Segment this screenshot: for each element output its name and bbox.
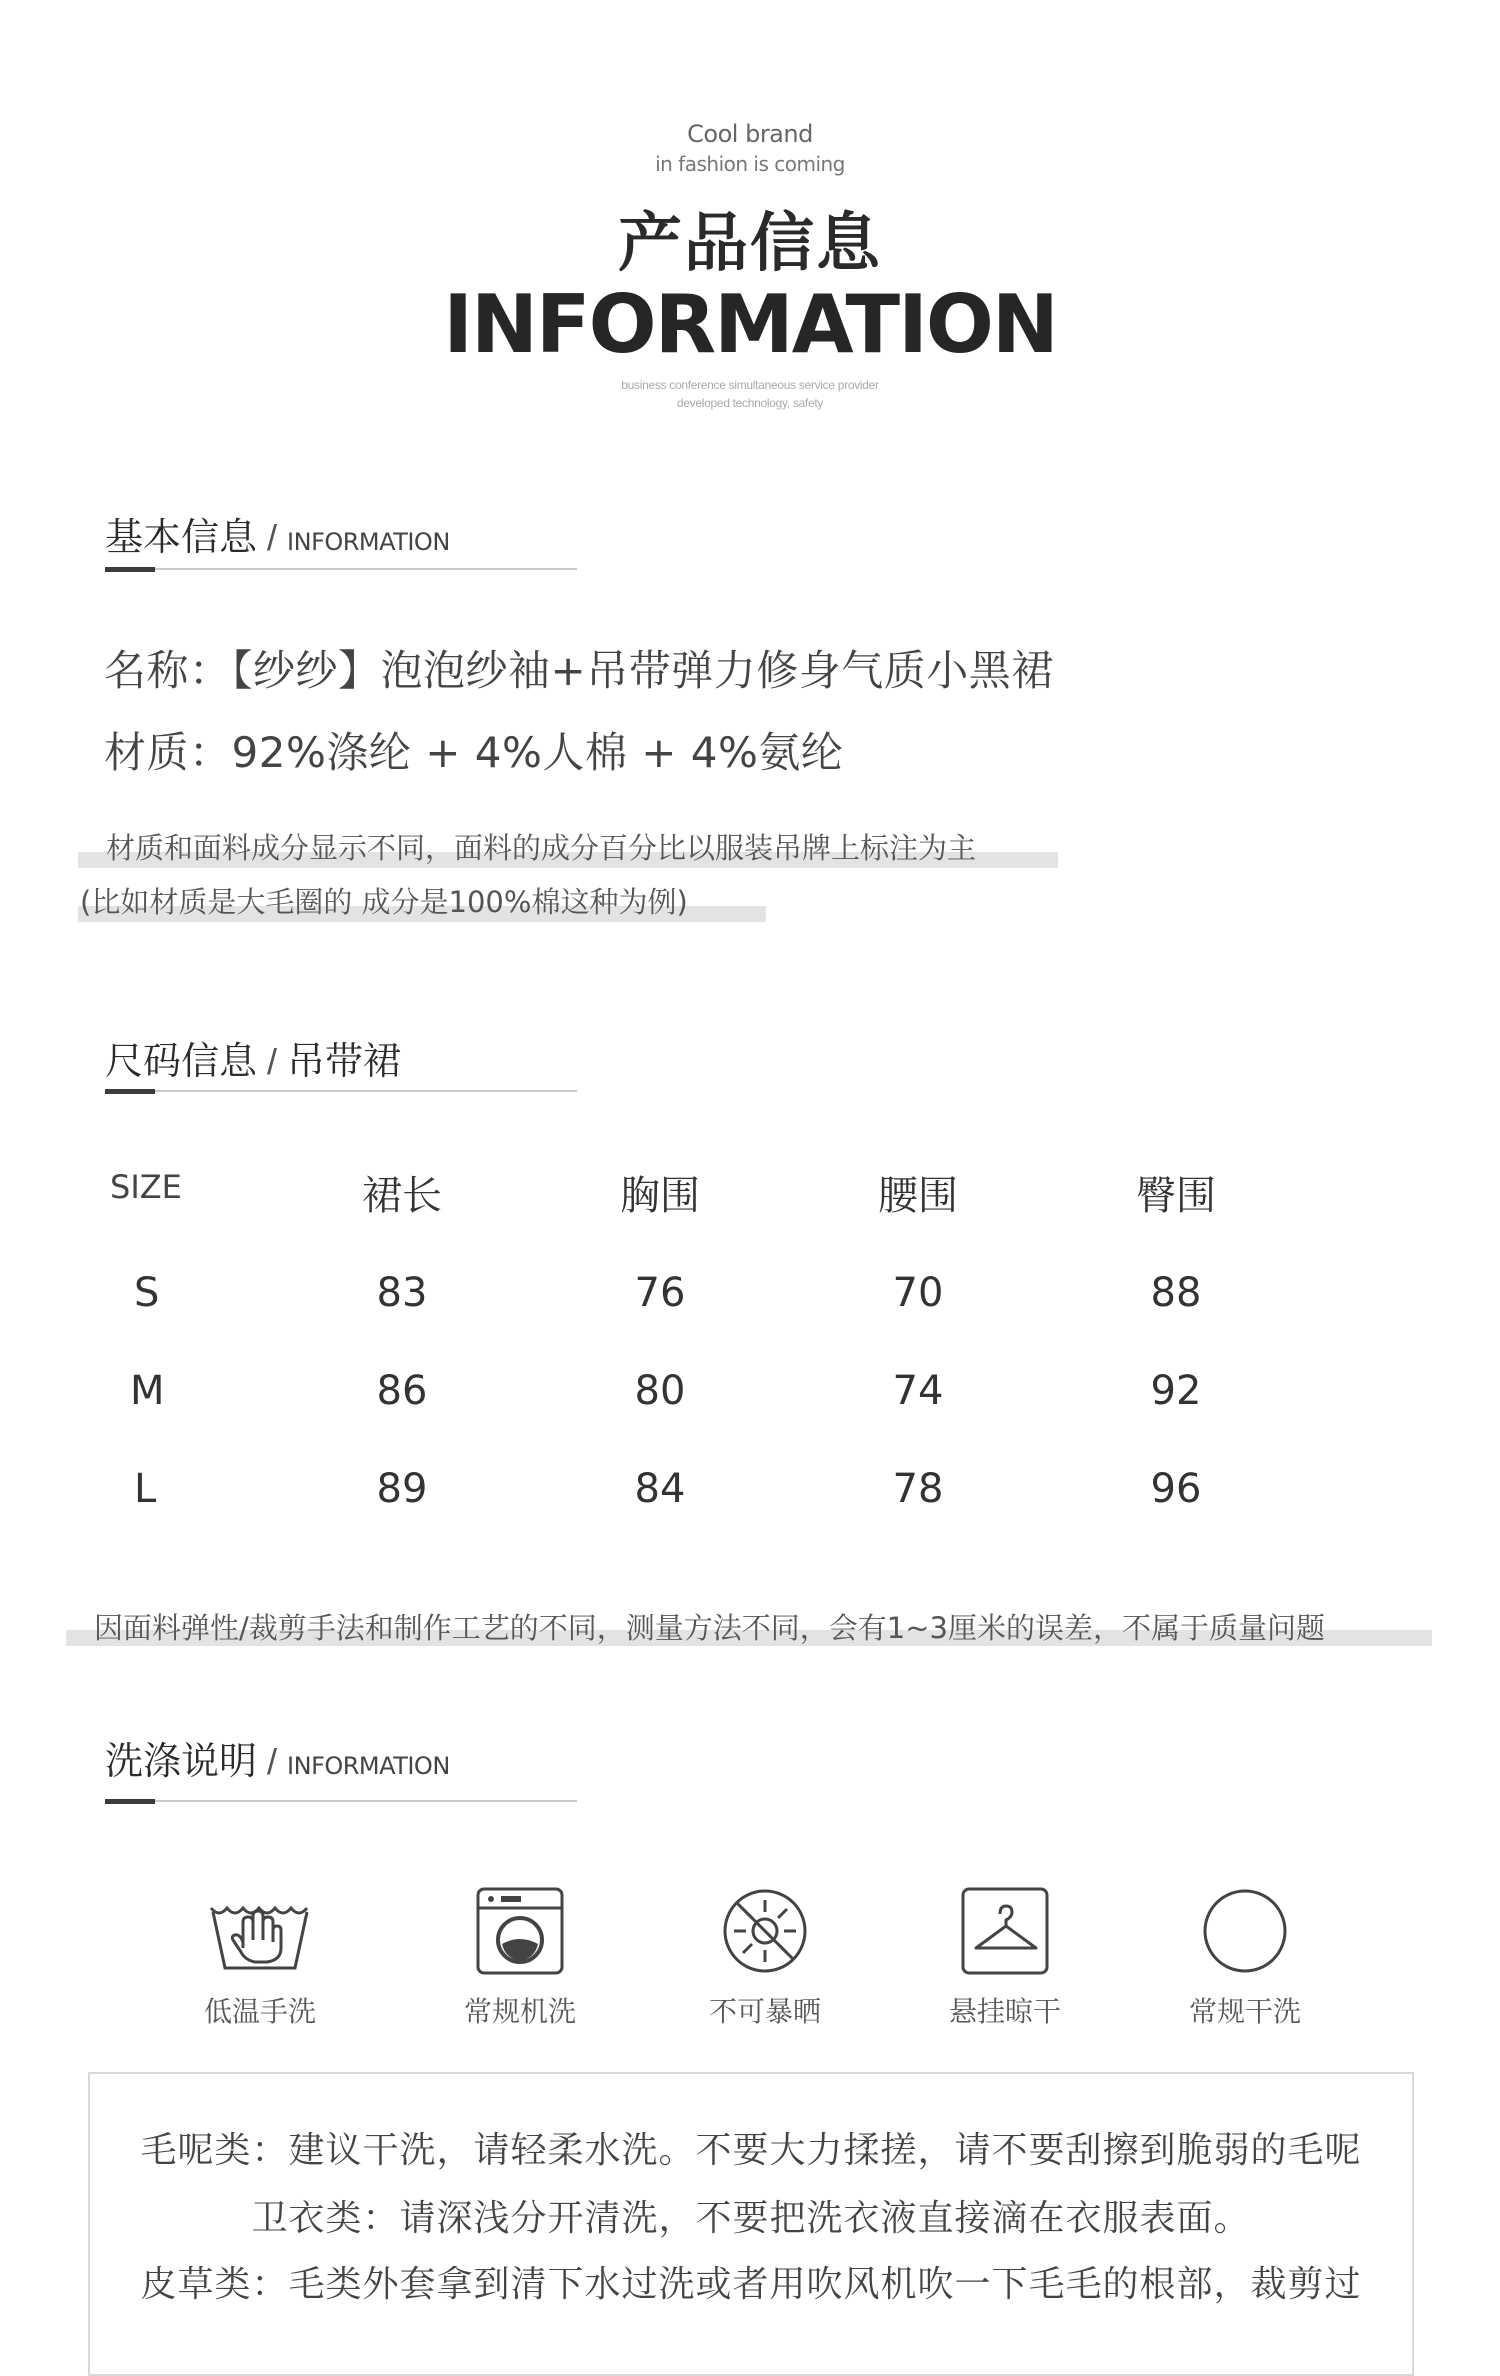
basic-info-divider [105, 568, 577, 570]
heading-slash: / [267, 1741, 278, 1782]
care-item-hand-wash [160, 1886, 360, 2030]
table-cell-bust: 76 [634, 1270, 686, 1316]
table-cell-length: 86 [376, 1368, 428, 1414]
care-line-wool: 毛呢类：建议干洗，请轻柔水洗。不要大力揉搓，请不要刮擦到脆弱的毛呢 [140, 2130, 1362, 2171]
care-line-hoodie: 卫衣类：请深浅分开清洗，不要把洗衣液直接滴在衣服表面。 [251, 2198, 1251, 2239]
table-cell-waist: 78 [892, 1466, 944, 1512]
column-header-bust: 胸围 [620, 1173, 700, 1219]
wash-info-heading [105, 1730, 450, 1790]
product-material: 材质：92%涤纶 + 4%人棉 + 4%氨纶 [104, 728, 844, 777]
table-cell-length: 89 [376, 1466, 428, 1512]
table-cell-hip: 96 [1150, 1466, 1202, 1512]
machine-wash-icon [465, 1886, 575, 1976]
hang-dry-icon [950, 1886, 1060, 1976]
basic-info-divider-mark [105, 567, 155, 572]
basic-info-heading-en: INFORMATION [287, 528, 450, 556]
size-info-divider [105, 1090, 577, 1092]
brand-line-1: Cool brand [687, 120, 813, 148]
table-cell-length: 83 [376, 1270, 428, 1316]
care-item-no-sun [665, 1886, 865, 2030]
size-info-heading [105, 1030, 401, 1090]
heading-slash: / [267, 517, 278, 558]
table-cell-waist: 74 [892, 1368, 944, 1414]
table-cell-size: M [130, 1368, 165, 1414]
care-line-fur: 皮草类：毛类外套拿到清下水过洗或者用吹风机吹一下毛毛的根部，裁剪过 [140, 2264, 1362, 2305]
size-info-divider-mark [105, 1089, 155, 1094]
table-cell-bust: 80 [634, 1368, 686, 1414]
care-label-hang-dry: 悬挂晾干 [948, 1995, 1061, 2028]
table-cell-hip: 88 [1150, 1270, 1202, 1316]
brand-line-2: in fashion is coming [655, 152, 845, 176]
care-item-hang-dry [905, 1886, 1105, 2030]
wash-info-divider [105, 1800, 577, 1802]
product-name: 名称：【纱纱】泡泡纱袖+吊带弹力修身气质小黑裙 [104, 646, 1054, 695]
table-cell-size: L [134, 1466, 157, 1512]
table-cell-waist: 70 [892, 1270, 944, 1316]
size-tolerance-note: 因面料弹性/裁剪手法和制作工艺的不同，测量方法不同，会有1~3厘米的误差，不属于质量问题 [94, 1611, 1325, 1645]
care-item-machine-wash [420, 1886, 620, 2030]
column-header-hip: 臀围 [1136, 1173, 1216, 1219]
tagline-2: developed technology, safety [676, 396, 824, 410]
column-header-waist: 腰围 [878, 1173, 958, 1219]
no-sun-dry-icon [710, 1886, 820, 1976]
column-header-size: SIZE [110, 1168, 182, 1206]
tagline-1: business conference simultaneous service provider [621, 378, 879, 392]
heading-slash: / [267, 1041, 278, 1082]
dry-clean-icon [1190, 1886, 1300, 1976]
size-info-heading-sub: 吊带裙 [287, 1039, 402, 1083]
size-info-heading-cn: 尺码信息 [105, 1039, 258, 1083]
table-cell-hip: 92 [1150, 1368, 1202, 1414]
care-label-hand-wash: 低温手洗 [203, 1995, 316, 2028]
column-header-length: 裙长 [362, 1173, 442, 1219]
care-label-dry-clean: 常规干洗 [1188, 1995, 1301, 2028]
wash-info-heading-en: INFORMATION [287, 1752, 450, 1780]
page-title-cn: 产品信息 [618, 207, 882, 281]
page-title-en: INFORMATION [443, 278, 1057, 371]
basic-info-heading-cn: 基本信息 [105, 515, 258, 559]
wash-info-heading-cn: 洗涤说明 [105, 1739, 258, 1783]
care-label-no-sun: 不可暴晒 [708, 1995, 821, 2028]
wash-info-divider-mark [105, 1799, 155, 1804]
basic-info-heading [105, 506, 450, 566]
hand-wash-icon [205, 1886, 315, 1976]
table-cell-size: S [134, 1270, 160, 1316]
material-note-2: (比如材质是大毛圈的 成分是100%棉这种为例) [80, 885, 688, 919]
care-label-machine-wash: 常规机洗 [463, 1995, 576, 2028]
material-note-1: 材质和面料成分显示不同，面料的成分百分比以服装吊牌上标注为主 [106, 831, 977, 865]
table-cell-bust: 84 [634, 1466, 686, 1512]
care-item-dry-clean [1145, 1886, 1345, 2030]
